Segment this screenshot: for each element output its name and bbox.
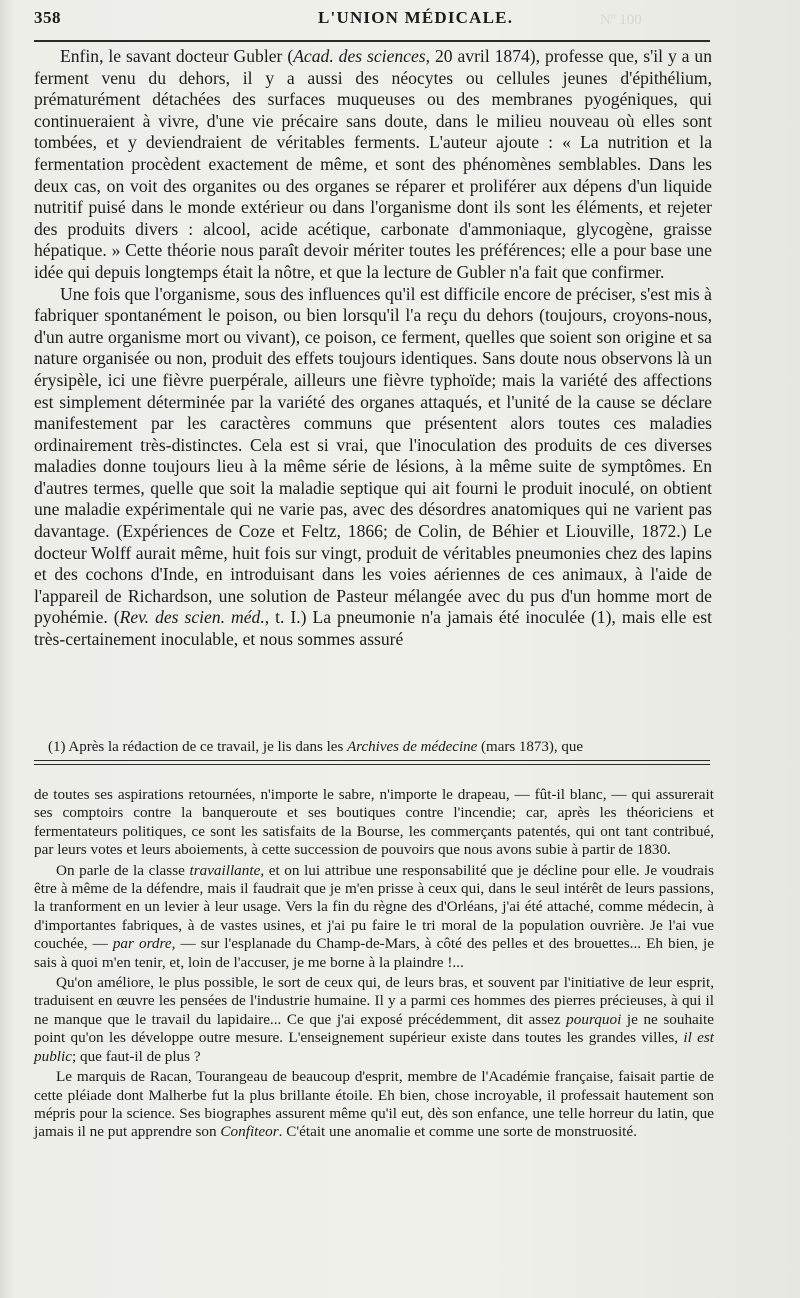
page-header [34, 8, 724, 34]
main-paragraph-2 [34, 284, 712, 651]
italic-citation: Rev. des scien. méd. [119, 607, 265, 628]
italic-term: travaillante [189, 861, 261, 879]
italic-term: il est public [34, 1029, 715, 1065]
italic-citation: Acad. des sciences [293, 46, 426, 66]
italic-term: pourquoi [566, 1010, 622, 1028]
feuilleton-paragraph-4 [34, 1068, 714, 1142]
italic-term: par ordre, [112, 935, 176, 953]
italic-term: Confiteor [220, 1123, 279, 1141]
text-run: Une fois que l'organisme, sous des influences qu'il est difficile encore de préciser, s'est mis à fabriquer spontanément le poison, ou bien lorsqu'il l'a reçu du dehors (toujours, croyons-nous, d'un autre organisme mort ou vivant), ce poison, ce ferment, quelles que soient son origine et sa nature organisée ou non, produit des effets toujours identiques. Sans doute nous observons là un érysipèle, ici une fièvre puerpérale, ailleurs une fièvre typhoïde; mais la variété des affections est simplement déterminée par la variété des organes attaqués, et l'unité de la cause se déclare manifestement par les caractères communs que présentent alors toutes ces maladies ordinairement très-distinctes. Cela est si vrai, que l'inoculation des produits de ces diverses maladies donne toujours lieu à la même série de lésions, à la même suite de symptômes. En d'autres termes, quelle que soit la maladie septique qui ait fourni le produit inoculé, on obtient une maladie expérimentale qui ne varie pas, avec des désordres anatomiques qui ne varient pas davantage. (Expériences de Coze et Feltz, 1866; de Colin, de Béhier et Liouville, 1872.) Le docteur Wolff aurait même, huit fois sur vingt, produit de véritables pneumonies chez des lapins et des cochons d'Inde, en introduisant dans les voies aériennes de ces animaux, à l'aide de l'appareil de Richardson, une solution de Pasteur mélangée avec du pus d'un homme mort de pyohémie. ( [34, 283, 712, 628]
feuilleton-paragraph-2 [34, 862, 714, 972]
italic-citation: Archives de médecine [347, 739, 478, 755]
header-rule [34, 40, 710, 42]
feuilleton-paragraph-3 [34, 974, 714, 1066]
text-run: ; que faut-il de plus ? [71, 1047, 201, 1065]
footnote [34, 737, 712, 757]
text-run: — sur l'esplanade du Champ-de-Mars, à côté des pelles et des brouettes... Eh bien, je sais à quoi m'en tenir, et, loin de l'accuser, je me borne à la plaindre !... [34, 935, 714, 971]
text-run: . C'était une anomalie et comme une sorte de monstruosité. [278, 1123, 637, 1141]
text-run: Le marquis de Racan, Tourangeau de beaucoup d'esprit, membre de l'Académie française, faisait partie de cette pléiade dont Malherbe fut la plus brillante étoile. Eh bien, chose incroyable, il professait hautement son mépris pour la science. Ses biographes assurent même qu'il eut, dès son enfance, une telle horreur du latin, que jamais il ne put apprendre son [34, 1068, 714, 1141]
text-run: , 20 avril 1874), professe que, s'il y a un ferment venu du dehors, il y a aussi des néocytes ou cellules jeunes d'épithélium, prématurément détachées des surfaces muqueuses ou des membranes pyogéniques, qui continueraient à vivre, d'une vie précaire sans doute, dans le milieu nouveau où elles sont tombées, et y deviendraient de véritables ferments. L'auteur ajoute : « La nutrition et la fermentation procèdent exactement de même, et sont des phénomènes semblables. Dans les deux cas, on voit des organites ou des organes se réparer et proliférer aux dépens d'un liquide nutritif puisé dans le monde extérieur ou dans l'organisme dont ils sont les éléments, et rejeter des produits divers : alcool, acide acétique, carbonate d'ammoniaque, glycogène, graisse hépatique. » Cette théorie nous paraît devoir mériter toutes les préférences; elle a pour base une idée qui depuis longtemps était la nôtre, et que la lecture de Gubler n'a fait que confirmer. [34, 46, 712, 282]
text-run: Enfin, le savant docteur Gubler ( [60, 46, 294, 66]
text-run: (mars 1873), que [477, 739, 584, 755]
text-run: Qu'on améliore, le plus possible, le sort de ceux qui, de leurs bras, et souvent par l'initiative de leur esprit, traduisent en œuvre les pensées de l'industrie humaine. Il y a parmi ces hommes des pierres précieuses, à qui il ne manque que le travail du lapidaire... Ce que j'ai exposé précédemment, dit assez [34, 974, 714, 1028]
text-run: , et on lui attribue une responsabilité que je décline pour elle. Je voudrais être à même de la défendre, mais il faudrait que je m'en prisse à ceux qui, dans le seul intérêt de leurs passions, la tranforment en un levier à leur usage. Vers la fin du règne des d'Orléans, j'ai été attaché, comme médecin, à d'importantes fabriques, à de vastes usines, et j'ai pu faire le tri moral de la population ouvrière. Je l'ai vue couchée, — [34, 861, 714, 953]
text-run: On parle de la classe [56, 861, 190, 879]
main-paragraph-1 [34, 46, 712, 284]
footnote-text [34, 737, 712, 757]
feuilleton-article [34, 786, 714, 1144]
running-title: L'UNION MÉDICALE. [318, 8, 514, 27]
page-number: 358 [34, 8, 61, 27]
text-run: (1) Après la rédaction de ce travail, je lis dans les [48, 739, 348, 755]
main-article [34, 46, 712, 651]
section-divider [34, 760, 710, 765]
text-run: je ne souhaite point qu'on les développe outre mesure. L'enseignement supérieur existe dans toutes les grandes villes, [34, 1010, 714, 1047]
show-through-text: Nº 100 [600, 12, 642, 28]
text-run: , t. I.) La pneumonie n'a jamais été inoculée (1), mais elle est très-certainement inoculable, et nous sommes assuré [34, 607, 712, 650]
feuilleton-paragraph-1: de toutes ses aspirations retournées, n'importe le sabre, n'importe le drapeau, — fût-il blanc, — qui assurerait ses comptoirs contre la banqueroute et ses boutiques contre l'incendie; car, après les théoriciens et fermentateurs politiques, ce sont les satisfaits de la Bourse, les commerçants patentés, qui ont tant contribué, par leurs votes et leurs aboiements, à cette succession de pouvoirs que nous avons subie à partir de 1830. [34, 786, 714, 859]
